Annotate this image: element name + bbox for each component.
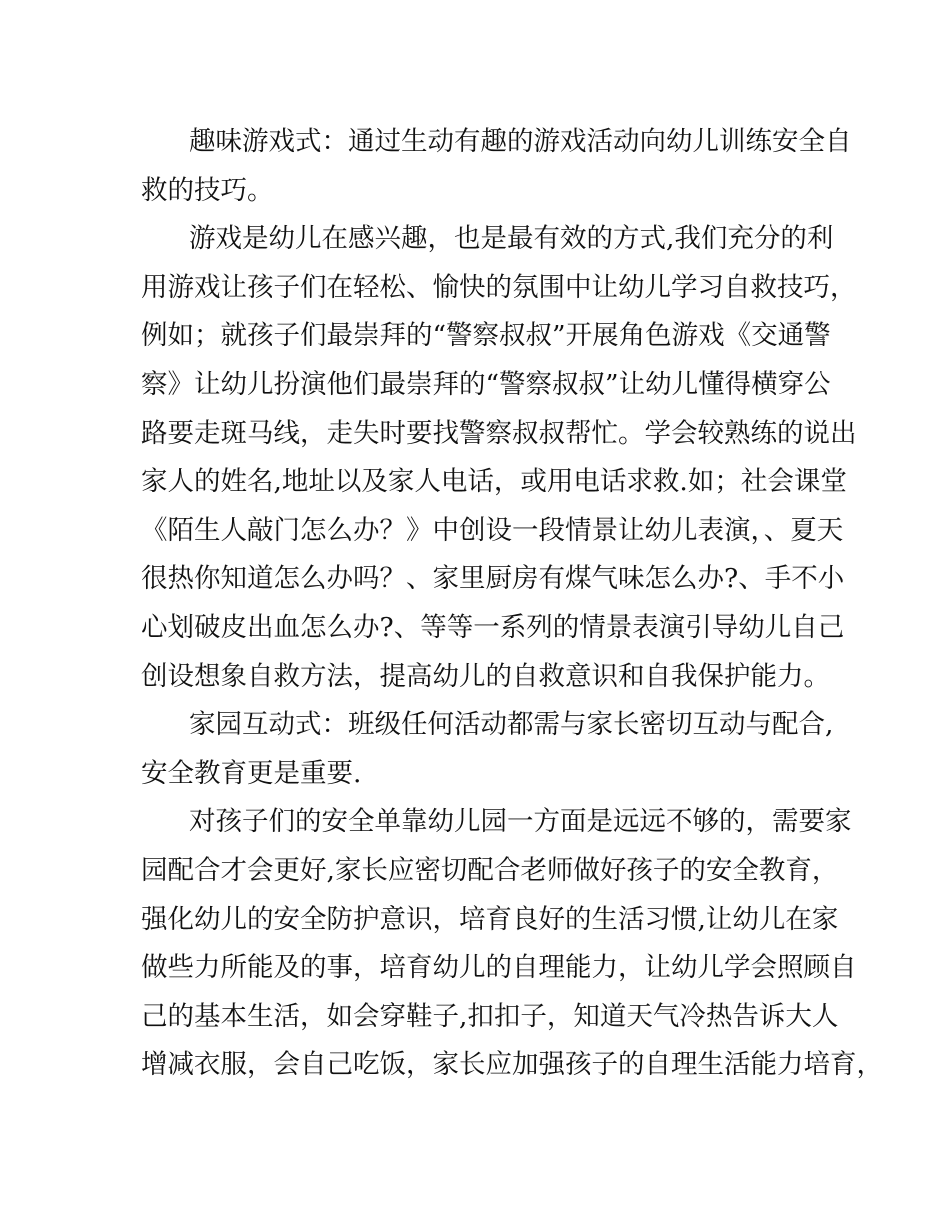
paragraph-line: 己的基本生活，如会穿鞋子,扣扣子，知道天气冷热告诉大人 (141, 1000, 839, 1032)
paragraph-line: 安全教育更是重要. (141, 757, 362, 789)
paragraph-line: 做些力所能及的事，培育幼儿的自理能力，让幼儿学会照顾自 (141, 952, 857, 984)
paragraph-line: 救的技巧。 (141, 174, 274, 206)
paragraph-line: 路要走斑马线，走失时要找警察叔叔帮忙。学会较熟练的说出 (141, 417, 857, 449)
paragraph-line: 强化幼儿的安全防护意识，培育良好的生活习惯,让幼儿在家 (141, 903, 839, 935)
paragraph-line: 《陌生人敲门怎么办？》中创设一段情景让幼儿表演，、夏天 (141, 514, 844, 546)
paragraph-line: 趣味游戏式：通过生动有趣的游戏活动向幼儿训练安全自 (189, 126, 852, 157)
paragraph-line: 游戏是幼儿在感兴趣，也是最有效的方式,我们充分的利 (189, 223, 834, 255)
paragraph-line: 对孩子们的安全单靠幼儿园一方面是远远不够的，需要家 (189, 806, 852, 838)
paragraph-line: 创设想象自救方法，提高幼儿的自救意识和自我保护能力。 (141, 660, 830, 692)
paragraph-line: 家人的姓名,地址以及家人电话，或用电话求救.如；社会课堂 (141, 466, 847, 498)
paragraph-line: 家园互动式：班级任何活动都需与家长密切互动与配合, (189, 709, 834, 741)
paragraph-line: 园配合才会更好,家长应密切配合老师做好孩子的安全教育， (141, 854, 839, 886)
paragraph-line: 很热你知道怎么办吗？、家里厨房有煤气味怎么办?、手不小 (141, 563, 845, 595)
paragraph-line: 心划破皮出血怎么办?、等等一系列的情景表演引导幼儿自己 (141, 611, 845, 643)
document-body (141, 118, 883, 1090)
paragraph-line: 例如；就孩子们最崇拜的“警察叔叔”开展角色游戏《交通警 (141, 320, 831, 352)
paragraph-line: 用游戏让孩子们在轻松、愉快的氛围中让幼儿学习自救技巧， (141, 271, 857, 303)
paragraph-line: 增减衣服，会自己吃饭，家长应加强孩子的自理生活能力培育， (141, 1049, 883, 1081)
paragraph-line: 察》让幼儿扮演他们最崇拜的“警察叔叔”让幼儿懂得横穿公 (141, 368, 831, 400)
